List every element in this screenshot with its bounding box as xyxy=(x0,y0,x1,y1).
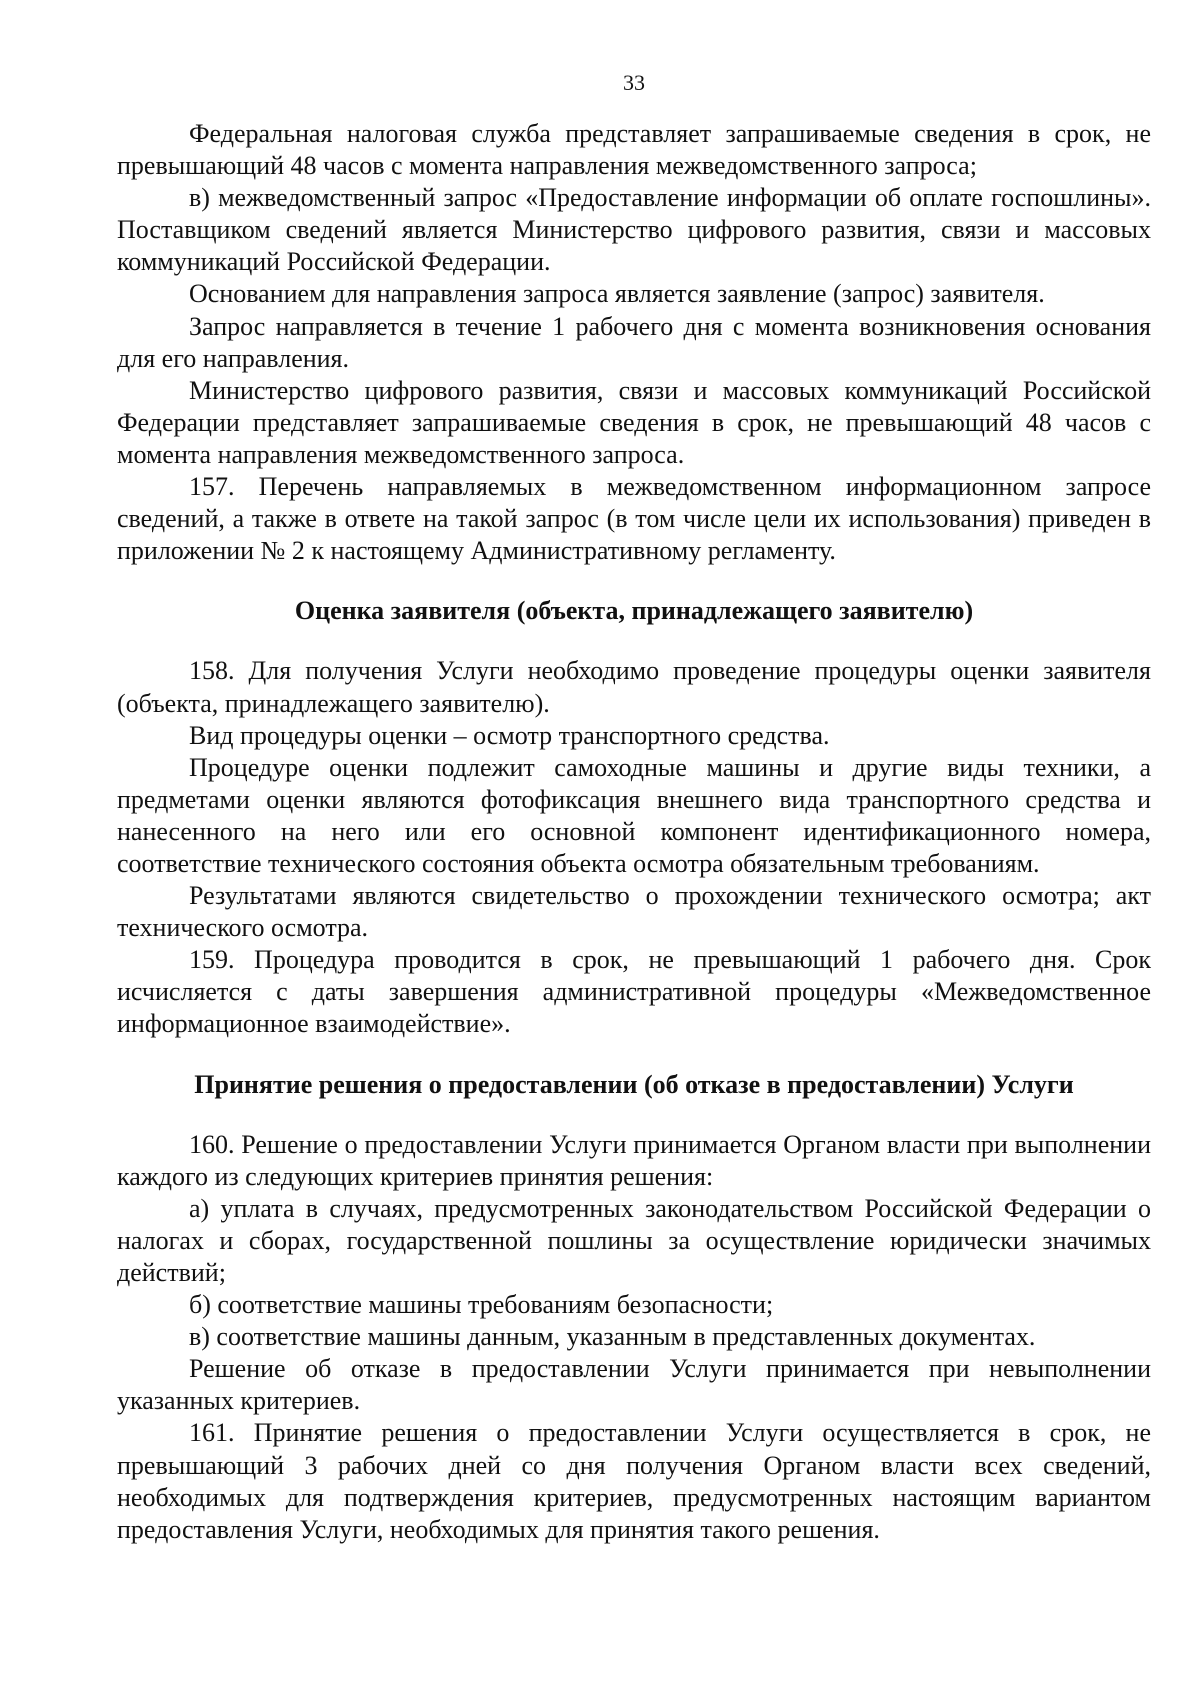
paragraph: Результатами являются свидетельство о прохождении технического осмотра; акт технического осмотра. xyxy=(117,881,1151,943)
paragraph: б) соответствие машины требованиям безопасности; xyxy=(189,1290,774,1320)
page-number: 33 xyxy=(623,70,645,95)
paragraph: 158. Для получения Услуги необходимо проведение процедуры оценки заявителя (объекта, принадлежащего заявителю). xyxy=(117,656,1151,718)
paragraph: в) межведомственный запрос «Предоставление информации об оплате госпошлины». Поставщиком сведений является Министерство цифрового развития, связи и массовых коммуникаций Российской Федерации. xyxy=(117,183,1151,277)
section-heading: Принятие решения о предоставлении (об отказе в предоставлении) Услуги xyxy=(194,1069,1074,1099)
paragraph: Запрос направляется в течение 1 рабочего дня с момента возникновения основания для его направления. xyxy=(117,311,1151,373)
paragraph: Процедуре оценки подлежит самоходные машины и другие виды техники, а предметами оценки являются фотофиксация внешнего вида транспортного средства и нанесенного на него или его основной компонент идентификационного номера, соответствие технического состояния объекта осмотра обязательным требованиям. xyxy=(117,752,1151,878)
spacer xyxy=(117,1041,1151,1069)
paragraph: Вид процедуры оценки – осмотр транспортного средства. xyxy=(189,720,830,750)
paragraph: в) соответствие машины данным, указанным в представленных документах. xyxy=(189,1322,1036,1352)
paragraph: Федеральная налоговая служба представляет запрашиваемые сведения в срок, не превышающий 48 часов с момента направления межведомственного запроса; xyxy=(117,119,1151,181)
paragraph: 161. Принятие решения о предоставлении Услуги осуществляется в срок, не превышающий 3 рабочих дней со дня получения Органом власти всех сведений, необходимых для подтверждения критериев, предусмотренных настоящим вариантом предоставления Услуги, необходимых для принятия такого решения. xyxy=(117,1418,1151,1544)
paragraph: Решение об отказе в предоставлении Услуги принимается при невыполнении указанных критериев. xyxy=(117,1354,1151,1416)
paragraph: Министерство цифрового развития, связи и массовых коммуникаций Российской Федерации представляет запрашиваемые сведения в срок, не превышающий 48 часов с момента направления межведомственного запроса. xyxy=(117,375,1151,469)
paragraph: а) уплата в случаях, предусмотренных законодательством Российской Федерации о налогах и сборах, государственной пошлины за осуществление юридически значимых действий; xyxy=(117,1193,1151,1287)
paragraph: 157. Перечень направляемых в межведомственном информационном запросе сведений, а также в ответе на такой запрос (в том числе цели их использования) приведен в приложении № 2 к настоящему Административному регламенту. xyxy=(117,472,1151,566)
paragraph: Основанием для направления запроса является заявление (запрос) заявителя. xyxy=(189,279,1045,309)
paragraph: 160. Решение о предоставлении Услуги принимается Органом власти при выполнении каждого из следующих критериев принятия решения: xyxy=(117,1129,1151,1191)
spacer xyxy=(117,1101,1151,1129)
spacer xyxy=(117,567,1151,595)
paragraph: 159. Процедура проводится в срок, не превышающий 1 рабочего дня. Срок исчисляется с даты завершения административной процедуры «Межведомственное информационное взаимодействие». xyxy=(117,945,1151,1039)
section-heading: Оценка заявителя (объекта, принадлежащего заявителю) xyxy=(294,596,974,626)
spacer xyxy=(117,627,1151,655)
document-body xyxy=(117,118,1151,1546)
